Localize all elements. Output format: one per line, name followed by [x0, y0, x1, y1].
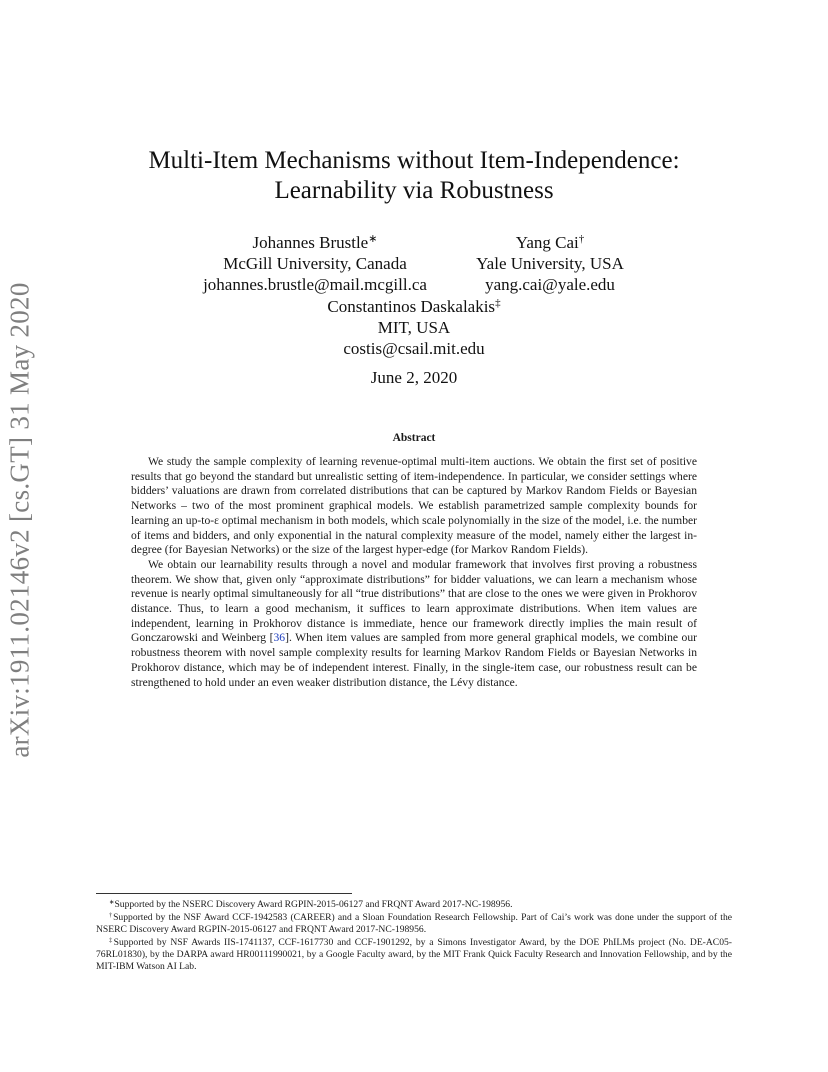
paper-title — [0, 146, 828, 206]
footnote-3: ‡Supported by NSF Awards IIS-1741137, CCF-1617730 and CCF-1901292, by a Simons Investigator Award, by the DOE PhILMs project (No. DE-AC05-76RL01830), by the DARPA award HR00111990021, by a Google Faculty award, by the MIT Frank Quick Faculty Research and Innovation Fellowship, and by the MIT-IBM Watson AI Lab. — [96, 936, 732, 973]
abstract-paragraph-2: We obtain our learnability results through a novel and modular framework that involves first proving a robustness theorem. We show that, given only “approximate distributions” for bidder valuations, we can learn a mechanism whose revenue is nearly optimal simultaneously for all “true distributions” that are close to the ones we were given in Prokhorov distance. Thus, to learn a good mechanism, it suffices to learn approximate distributions. When item values are independent, learning in Prokhorov distance is immediate, hence our framework directly implies the main result of Gonczarowski and Weinberg [36]. When item values are sampled from more general graphical models, we combine our robustness theorem with novel sample complexity results for learning Markov Random Fields or Bayesian Networks in Prokhorov distance, which may be of independent interest. Finally, in the single-item case, our robustness result can be strengthened to hold under an even weaker distribution distance, the Lévy distance. — [131, 557, 698, 689]
footnote-1: ∗Supported by the NSERC Discovery Award RGPIN-2015-06127 and FRQNT Award 2017-NC-198956. — [109, 899, 513, 910]
footnote-2: †Supported by the NSF Award CCF-1942583 (CAREER) and a Sloan Foundation Research Fellowship. Part of Cai’s work was done under the support of the NSERC Discovery Award RGPIN-2015-06127 and FRQNT Award 2017-NC-198956. — [96, 911, 733, 935]
title-line-1: Multi-Item Mechanisms without Item-Independence: — [148, 147, 680, 174]
footnote-mark: ‡ — [495, 297, 501, 309]
author-affiliation: Yale University, USA — [476, 254, 624, 273]
title-line-2: Learnability via Robustness — [274, 177, 554, 204]
author-block-cai — [465, 232, 635, 295]
author-block-daskalakis — [254, 296, 574, 359]
author-email: costis@csail.mit.edu — [343, 339, 485, 358]
author-name: Johannes Brustle∗ — [252, 233, 378, 252]
abstract-paragraph-1: We study the sample complexity of learning revenue-optimal multi-item auctions. We obtain the first set of positive results that go beyond the standard but unrealistic setting of item-independence. In particular, we consider settings where bidders’ valuations are drawn from correlated distributions that can be captured by Markov Random Fields or Bayesian Networks – two of the most prominent graphical models. We establish parametrized sample complexity bounds for learning an up-to-ε optimal mechanism in both models, which scale polynomially in the size of the model, i.e. the number of items and bidders, and only exponential in the natural complexity measure of the model, namely either the largest in-degree (for Bayesian Networks) or the size of the largest hyper-edge (for Markov Random Fields). — [131, 455, 697, 557]
citation-link[interactable]: 36 — [273, 631, 286, 645]
author-affiliation: McGill University, Canada — [223, 254, 407, 273]
footnote-rule — [96, 893, 352, 894]
abstract-heading: Abstract — [392, 432, 436, 444]
author-name: Constantinos Daskalakis‡ — [327, 297, 501, 316]
footnote-mark: ∗ — [368, 233, 378, 245]
footnote-mark: ∗ — [109, 899, 115, 906]
arxiv-stamp-text: arXiv:1911.02146v2 [cs.GT] 31 May 2020 — [4, 282, 35, 758]
paper-date: June 2, 2020 — [370, 368, 458, 387]
author-email: johannes.brustle@mail.mcgill.ca — [203, 275, 427, 294]
author-email: yang.cai@yale.edu — [485, 275, 615, 294]
author-name: Yang Cai† — [515, 233, 585, 252]
author-affiliation: MIT, USA — [377, 318, 451, 337]
footnote-mark: † — [578, 233, 585, 245]
footnotes — [96, 899, 732, 974]
abstract-body — [131, 455, 697, 690]
footnote-mark: ‡ — [109, 936, 114, 944]
author-block-brustle — [190, 232, 440, 295]
footnote-mark: † — [109, 911, 114, 919]
